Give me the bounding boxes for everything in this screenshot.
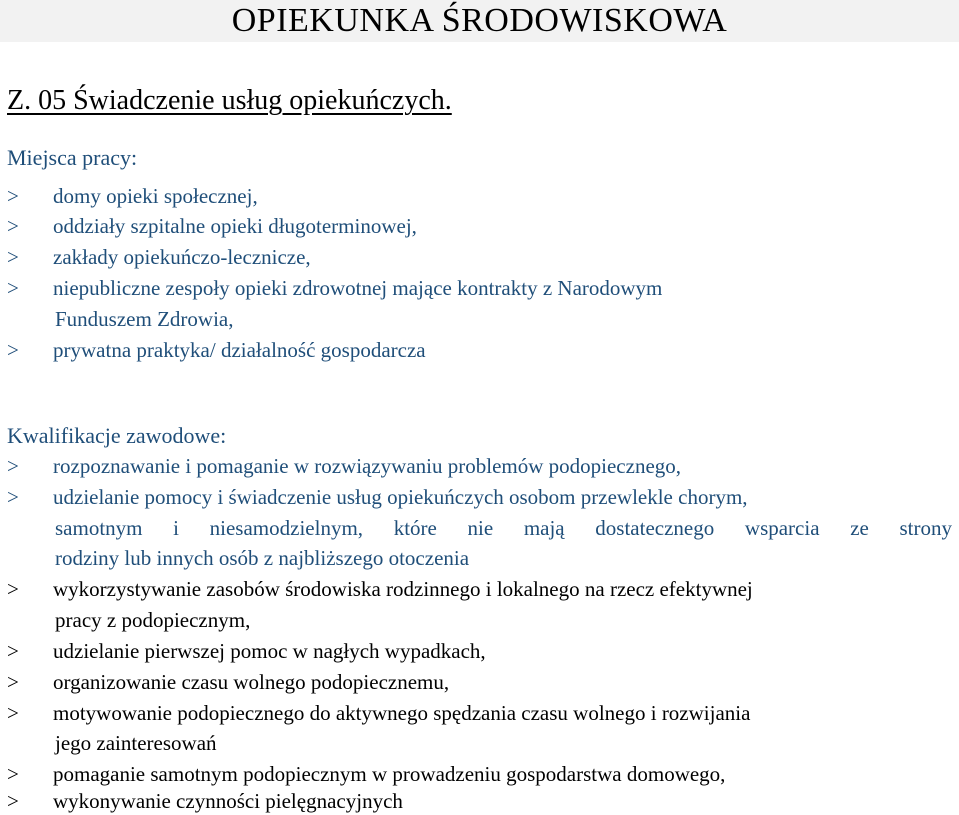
- workplace-item-text: niepubliczne zespoły opieki zdrowotnej mające kontrakty z Narodowym: [53, 276, 663, 300]
- qualification-item: [7, 639, 486, 664]
- qualification-item-continuation: jego zainteresowań: [55, 731, 217, 755]
- workplace-item-text: domy opieki społecznej,: [53, 184, 258, 208]
- workplace-item-continuation: Funduszem Zdrowia,: [55, 307, 234, 331]
- qualification-item: [7, 485, 748, 510]
- qualification-item: [7, 454, 681, 479]
- bullet-marker: >: [7, 639, 19, 663]
- qualification-item-text: organizowanie czasu wolnego podopiecznemu,: [53, 670, 450, 694]
- qualifications-heading: Kwalifikacje zawodowe:: [7, 423, 227, 448]
- qualification-item-text: motywowanie podopiecznego do aktywnego spędzania czasu wolnego i rozwijania: [53, 701, 751, 725]
- qualification-item-text: wykonywanie czynności pielęgnacyjnych: [53, 789, 403, 813]
- bullet-marker: >: [7, 338, 19, 362]
- workplace-item: [7, 245, 311, 270]
- qualification-item: [7, 577, 753, 602]
- workplace-item: [7, 214, 417, 239]
- workplace-item: [7, 338, 426, 363]
- bullet-marker: >: [7, 762, 19, 786]
- workplace-item: [7, 276, 662, 301]
- qualification-item-continuation: rodziny lub innych osób z najbliższego otoczenia: [55, 546, 470, 570]
- workplace-item: [7, 184, 258, 209]
- workplaces-heading: Miejsca pracy:: [7, 145, 138, 170]
- qualification-item-text: udzielanie pierwszej pomoc w nagłych wypadkach,: [53, 639, 486, 663]
- workplace-item-text: zakłady opiekuńczo-lecznicze,: [53, 245, 311, 269]
- bullet-marker: >: [7, 577, 19, 601]
- qualification-item: [7, 762, 725, 787]
- workplace-item-text: prywatna praktyka/ działalność gospodarcza: [53, 338, 426, 362]
- workplace-item-text: oddziały szpitalne opieki długoterminowej,: [53, 214, 417, 238]
- bullet-marker: >: [7, 454, 19, 478]
- qualification-item-text: wykorzystywanie zasobów środowiska rodzinnego i lokalnego na rzecz efektywnej: [53, 577, 753, 601]
- bullet-marker: >: [7, 184, 19, 208]
- qualification-item: [7, 701, 750, 726]
- qualification-item-text: pomaganie samotnym podopiecznym w prowadzeniu gospodarstwa domowego,: [53, 762, 726, 786]
- bullet-marker: >: [7, 701, 19, 725]
- bullet-marker: >: [7, 670, 19, 694]
- bullet-marker: >: [7, 789, 19, 813]
- bullet-marker: >: [7, 276, 19, 300]
- bullet-marker: >: [7, 245, 19, 269]
- qualification-item-text: udzielanie pomocy i świadczenie usług opiekuńczych osobom przewlekle chorym,: [53, 485, 748, 509]
- page-title: OPIEKUNKA ŚRODOWISKOWA: [231, 2, 728, 39]
- module-subtitle: Z. 05 Świadczenie usług opiekuńczych.: [7, 85, 452, 116]
- bullet-marker: >: [7, 214, 19, 238]
- qualification-item: [7, 670, 449, 695]
- qualification-item-continuation: pracy z podopiecznym,: [55, 608, 251, 632]
- bullet-marker: >: [7, 485, 19, 509]
- qualification-item-text: rozpoznawanie i pomaganie w rozwiązywaniu problemów podopiecznego,: [53, 454, 682, 478]
- qualification-item-continuation: samotnym i niesamodzielnym, które nie mają dostatecznego wsparcia ze strony: [55, 516, 952, 540]
- qualification-item: [7, 789, 403, 814]
